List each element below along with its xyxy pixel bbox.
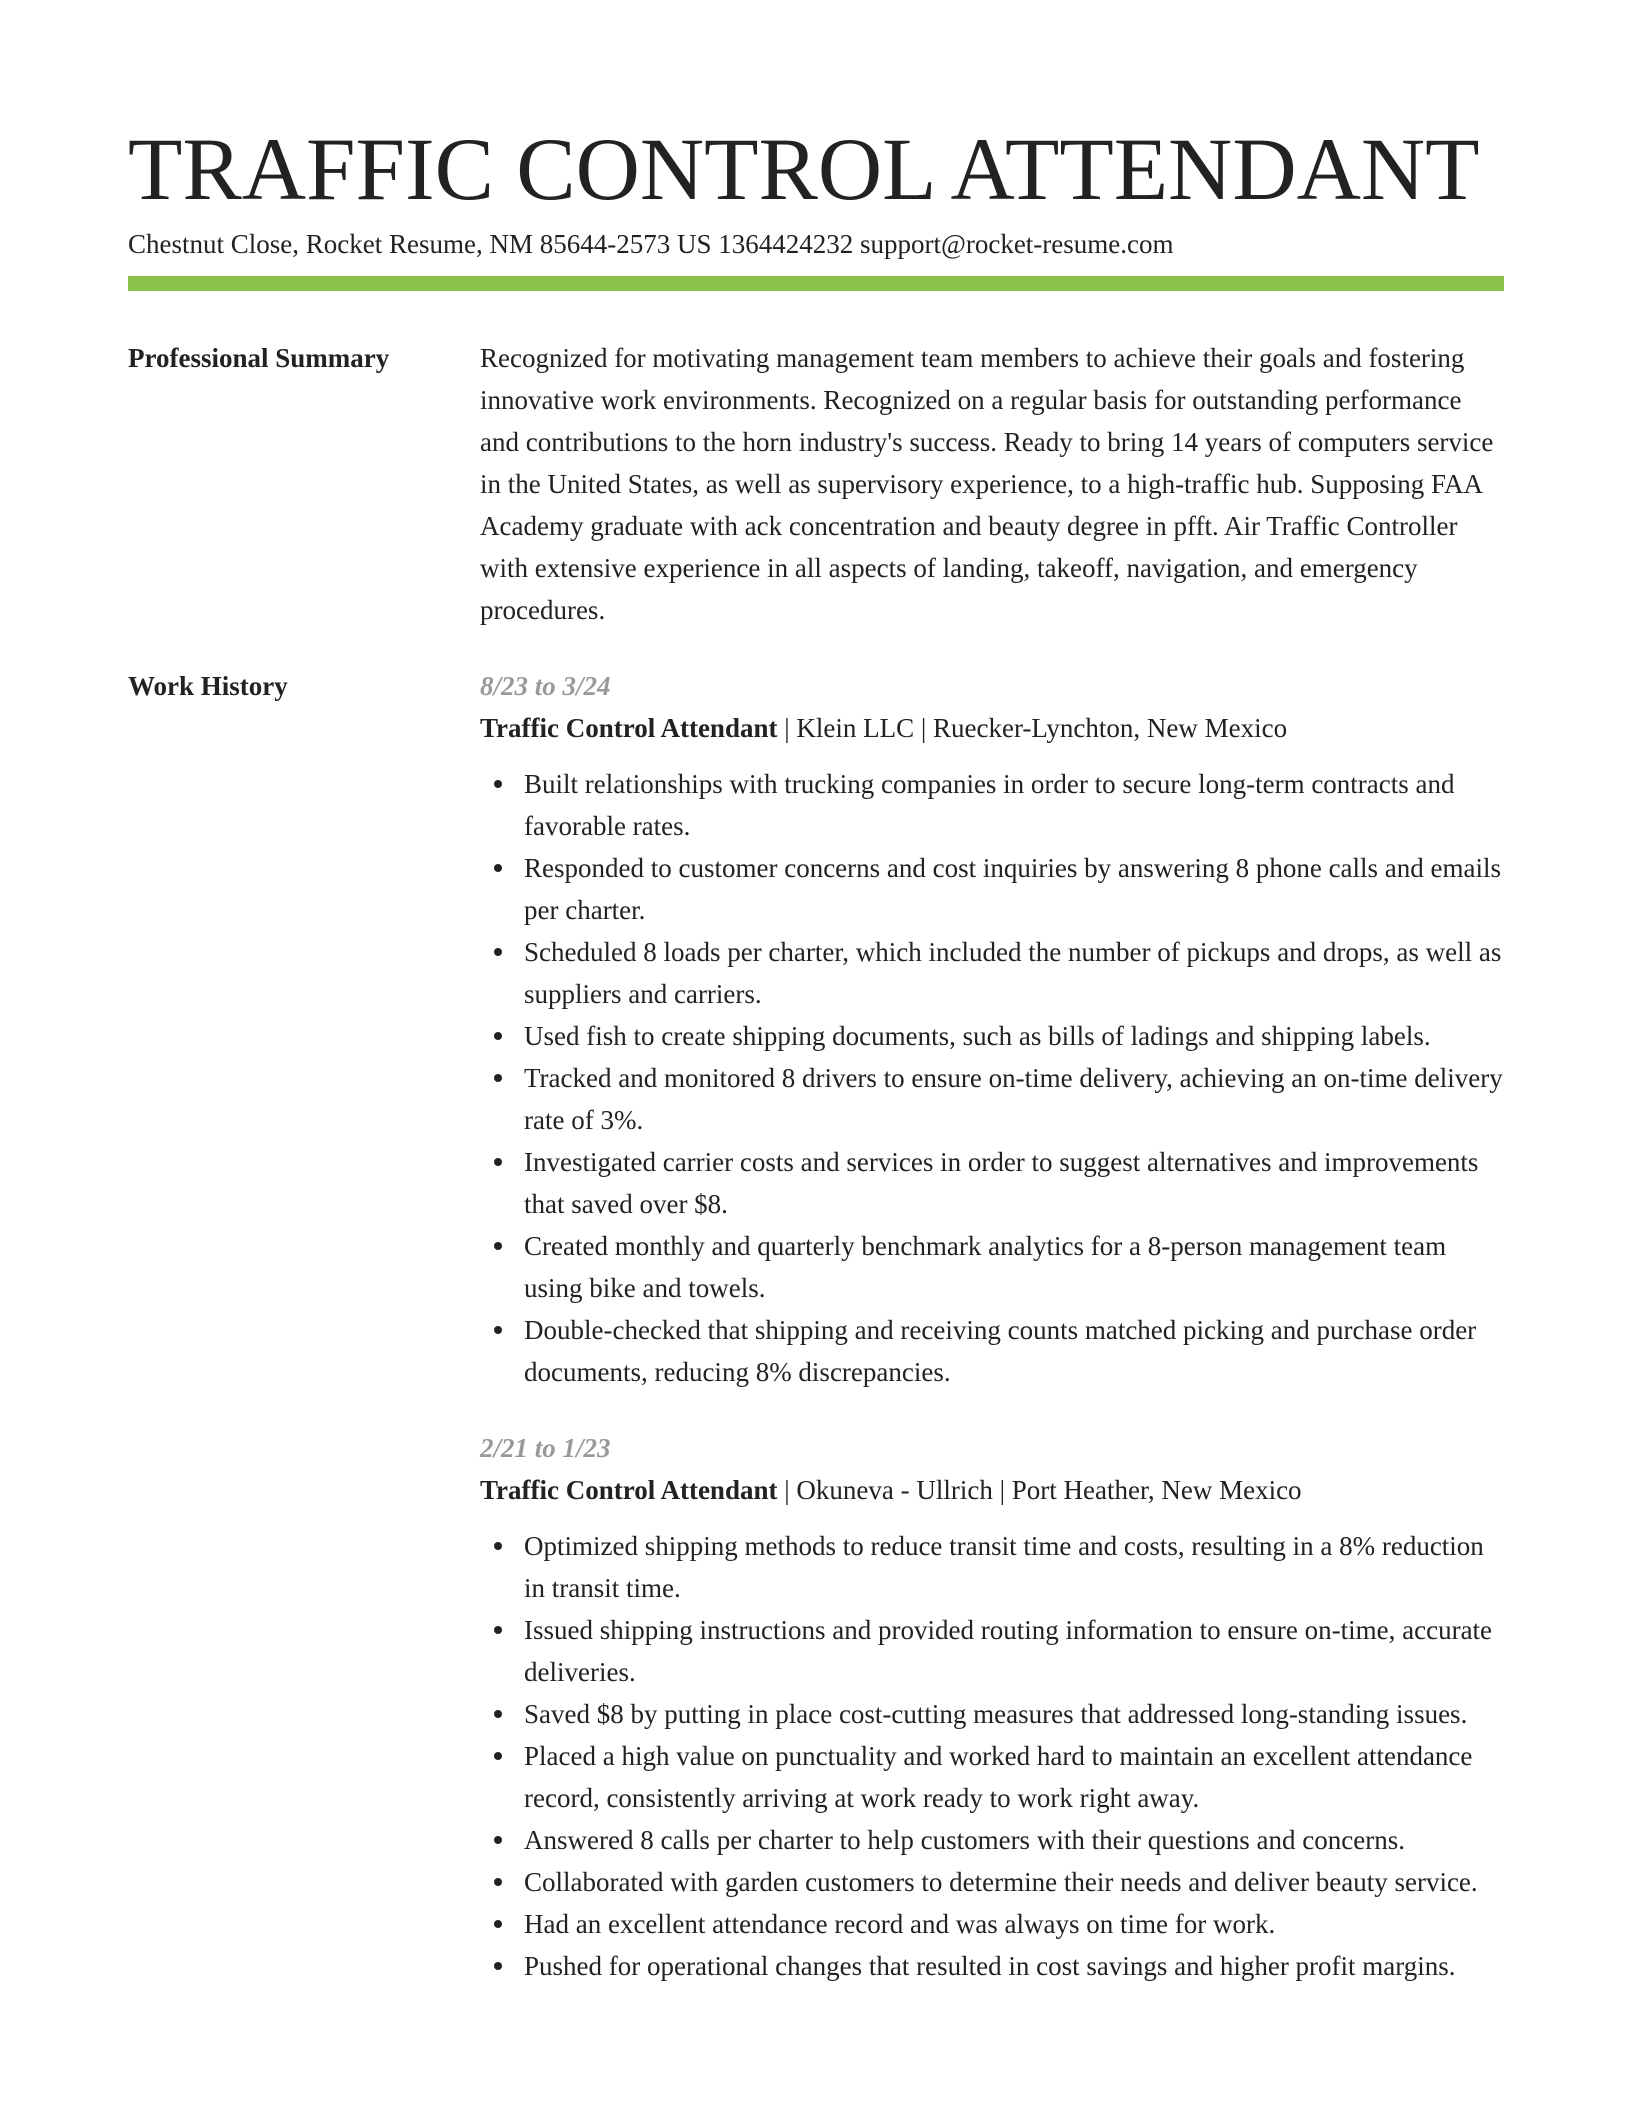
job-bullet: Optimized shipping methods to reduce transit time and costs, resulting in a 8% reduction in transit time. [524, 1525, 1504, 1609]
job-dates: 8/23 to 3/24 [480, 671, 611, 701]
work-history-section [128, 665, 1504, 2021]
job-bullet: Collaborated with garden customers to determine their needs and deliver beauty service. [524, 1861, 1504, 1903]
summary-text: Recognized for motivating management team members to achieve their goals and fostering innovative work environments. Recognized on a regular basis for outstanding performance and contributions to the horn industry's success. Ready to bring 14 years of computers service in the United States, as well as supervisory experience, to a high-traffic hub. Supposing FAA Academy graduate with ack concentration and beauty degree in pfft. Air Traffic Controller with extensive experience in all aspects of landing, takeoff, navigation, and emergency procedures. [480, 343, 1494, 625]
job-dates: 2/21 to 1/23 [480, 1433, 611, 1463]
job-bullet: Used fish to create shipping documents, such as bills of ladings and shipping labels. [524, 1015, 1504, 1057]
job-bullet-list [480, 763, 1504, 1393]
section-label-summary: Professional Summary [128, 343, 390, 373]
job-entry [480, 1427, 1504, 1987]
candidate-name: TRAFFIC CONTROL ATTENDANT [128, 121, 1480, 219]
work-body [480, 665, 1504, 2021]
job-title: Traffic Control Attendant [480, 713, 778, 743]
job-bullet: Saved $8 by putting in place cost-cutting measures that addressed long-standing issues. [524, 1693, 1504, 1735]
job-bullet: Investigated carrier costs and services in order to suggest alternatives and improvements that saved over $8. [524, 1141, 1504, 1225]
job-bullet: Double-checked that shipping and receiving counts matched picking and purchase order documents, reducing 8% discrepancies. [524, 1309, 1504, 1393]
job-title: Traffic Control Attendant [480, 1475, 778, 1505]
resume-page [128, 121, 1504, 2021]
job-bullet: Created monthly and quarterly benchmark analytics for a 8-person management team using bike and towels. [524, 1225, 1504, 1309]
job-bullet: Had an excellent attendance record and was always on time for work. [524, 1903, 1504, 1945]
job-bullet: Tracked and monitored 8 drivers to ensure on-time delivery, achieving an on-time delivery rate of 3%. [524, 1057, 1504, 1141]
job-details: | Okuneva - Ullrich | Port Heather, New Mexico [777, 1475, 1302, 1505]
contact-info: Chestnut Close, Rocket Resume, NM 85644-2573 US 1364424232 support@rocket-resume.com [128, 229, 1174, 259]
job-bullet: Answered 8 calls per charter to help customers with their questions and concerns. [524, 1819, 1504, 1861]
section-label-work: Work History [128, 671, 288, 701]
job-bullet: Placed a high value on punctuality and worked hard to maintain an excellent attendance record, consistently arriving at work ready to work right away. [524, 1735, 1504, 1819]
job-bullet: Responded to customer concerns and cost inquiries by answering 8 phone calls and emails per charter. [524, 847, 1504, 931]
job-bullet: Built relationships with trucking companies in order to secure long-term contracts and favorable rates. [524, 763, 1504, 847]
job-bullet: Issued shipping instructions and provided routing information to ensure on-time, accurate deliveries. [524, 1609, 1504, 1693]
professional-summary-section [128, 337, 1504, 631]
job-bullet-list [480, 1525, 1504, 1987]
job-title-line [480, 707, 1504, 749]
job-title-line [480, 1469, 1504, 1511]
accent-divider [128, 276, 1504, 291]
job-bullet: Scheduled 8 loads per charter, which included the number of pickups and drops, as well as suppliers and carriers. [524, 931, 1504, 1015]
job-bullet: Pushed for operational changes that resulted in cost savings and higher profit margins. [524, 1945, 1504, 1987]
job-entry [480, 665, 1504, 1393]
job-details: | Klein LLC | Ruecker-Lynchton, New Mexico [777, 713, 1288, 743]
summary-body [480, 337, 1504, 631]
